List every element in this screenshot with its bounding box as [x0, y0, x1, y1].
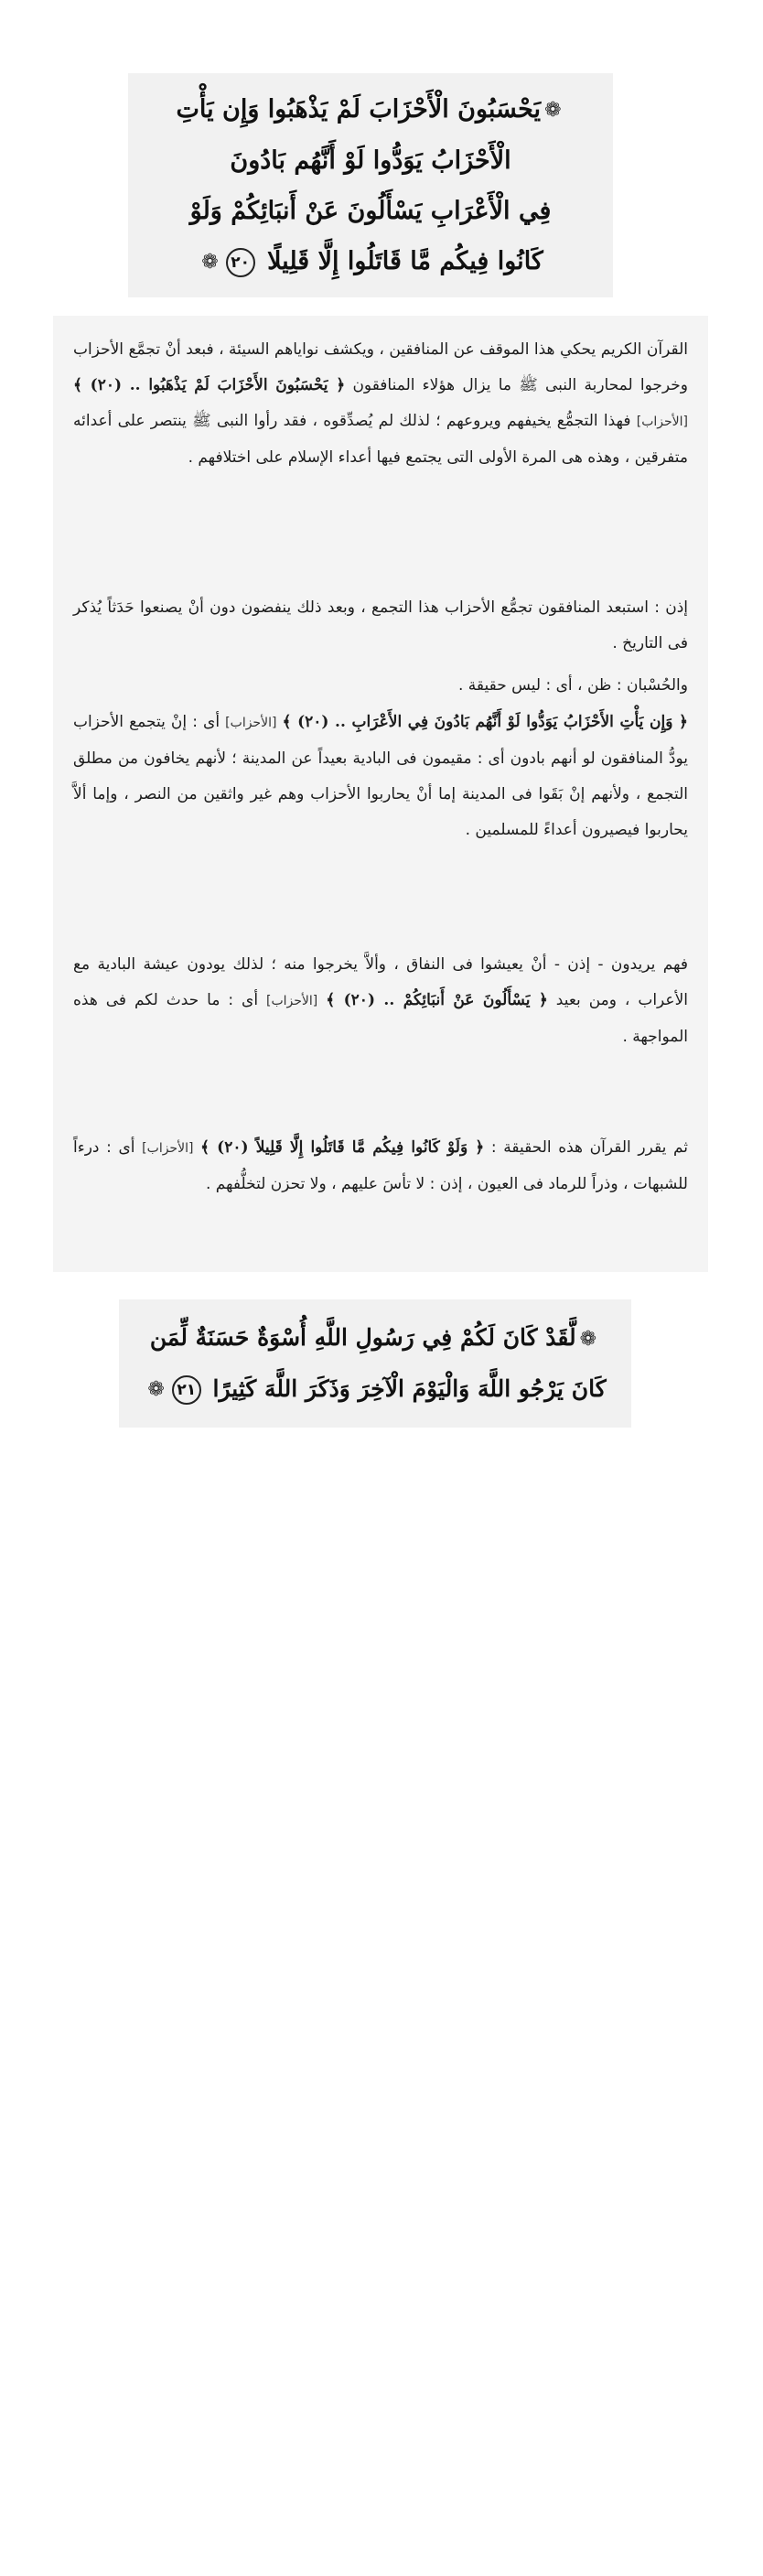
verse-line: فِي الْأَعْرَابِ يَسْأَلُونَ عَنْ أَنبَائِكُمْ وَلَوْ [189, 197, 552, 225]
paragraph: والحُسْبان : ظن ، أى : ليس حقيقة . [457, 676, 688, 695]
commentary-block [53, 316, 708, 1272]
verse-line: ❁لَّقَدْ كَانَ لَكُمْ فِي رَسُولِ اللَّهِ أُسْوَةٌ حَسَنَةٌ لِّمَن [119, 1313, 631, 1364]
surah-reference: [الأحزاب] [142, 1141, 194, 1156]
surah-reference: [الأحزاب] [225, 716, 277, 730]
verse-line: كَانُوا فِيكُم مَّا قَاتَلُوا إِلَّا قَلِيلًا ٢٠❁ [128, 236, 613, 287]
paragraph: فهم يريدون - إذن - أنْ يعيشوا فى النفاق ، وألاَّ يخرجوا منه ؛ لذلك يودون عيشة البادية مع الأعراب ، ومن بعيد ﴿ يَسْأَلُونَ عَنْ أَنبَائِكُمْ .. (٢٠) ﴾ [الأحزاب] أى : ما حدث لكم فى هذه المواجهة . [73, 955, 688, 1046]
quran-quote: ﴿ وَإِن يَأْتِ الأَحْزَابُ يَوَدُّوا لَوْ أَنَّهُم بَادُونَ فِي الأَعْرَابِ .. (٢٠) ﴾ [282, 713, 688, 731]
verse-number: ٢٠ [226, 248, 255, 277]
paragraph: إذن : استبعد المنافقون تجمُّع الأحزاب هذا التجمع ، وبعد ذلك ينفضون دون أنْ يصنعوا حَدَثاً يُذكر فى التاريخ . [73, 598, 688, 652]
verse-block-bottom [119, 1299, 631, 1428]
verse-line: الْأَحْزَابُ يَوَدُّوا لَوْ أَنَّهُم بَادُونَ [230, 146, 511, 175]
quran-quote: ﴿ يَسْأَلُونَ عَنْ أَنبَائِكُمْ .. (٢٠) ﴾ [326, 991, 548, 1009]
quran-quote: ﴿ يَحْسَبُونَ الأَحْزَابَ لَمْ يَذْهَبُوا .. (٢٠) ﴾ [73, 376, 346, 394]
verse-number: ٢١ [172, 1375, 201, 1405]
verse-line: كَانَ يَرْجُو اللَّهَ وَالْيَوْمَ الْآخِرَ وَذَكَرَ اللَّهَ كَثِيرًا ٢١❁ [119, 1364, 631, 1416]
verse-line: ❁يَحْسَبُونَ الْأَحْزَابَ لَمْ يَذْهَبُوا وَإِن يَأْتِ [128, 84, 613, 135]
paragraph: ﴿ وَإِن يَأْتِ الأَحْزَابُ يَوَدُّوا لَوْ أَنَّهُم بَادُونَ فِي الأَعْرَابِ .. (٢٠) ﴾ [الأحزاب] أى : إنْ يتجمع الأحزاب يودُّ المنافقون لو أنهم بادون أى : مقيمون فى البادية بعيداً عن المدينة ؛ لأنهم يخافون من مطلق التجمع ، ولأنهم إنْ بَقَوا فى المدينة إما أنْ يحاربوا الأحزاب وهم غير واثقين من النصر ، وإما ألاَّ يحاربوا فيصيرون أعداءً للمسلمين . [73, 713, 688, 839]
quran-quote: ﴿ وَلَوْ كَانُوا فِيكُم مَّا قَاتَلُوا إِلَّا قَلِيلاً (٢٠) ﴾ [200, 1138, 485, 1157]
verse-block-top [128, 73, 613, 297]
verse-ornament-icon: ❁ [579, 1327, 597, 1351]
surah-reference: [الأحزاب] [266, 994, 318, 1008]
paragraph: ثم يقرر القرآن هذه الحقيقة : ﴿ وَلَوْ كَانُوا فِيكُم مَّا قَاتَلُوا إِلَّا قَلِيلاً (٢٠) ﴾ [الأحزاب] أى : درءاً للشبهات ، وذراً للرماد فى العيون ، إذن : لا تأسَ عليهم ، ولا تحزن لتخلُّفهم . [73, 1138, 688, 1193]
paragraph: القرآن الكريم يحكي هذا الموقف عن المنافقين ، ويكشف نواياهم السيئة ، فبعد أنْ تجمَّع الأحزاب وخرجوا لمحاربة النبى ﷺ ما يزال هؤلاء المنافقون ﴿ يَحْسَبُونَ الأَحْزَابَ لَمْ يَذْهَبُوا .. (٢٠) ﴾ [الأحزاب] فهذا التجمُّع يخيفهم ويروعهم ؛ لذلك لم يُصدِّقوه ، فقد رأوا النبى ﷺ ينتصر على أعدائه متفرقين ، وهذه هى المرة الأولى التى يجتمع فيها أعداء الإسلام على اختلافهم . [73, 340, 689, 467]
verse-end-ornament-icon: ❁ [201, 251, 219, 274]
verse-ornament-icon: ❁ [544, 99, 562, 122]
surah-reference: [الأحزاب] [636, 415, 688, 429]
verse-end-ornament-icon: ❁ [147, 1378, 165, 1401]
